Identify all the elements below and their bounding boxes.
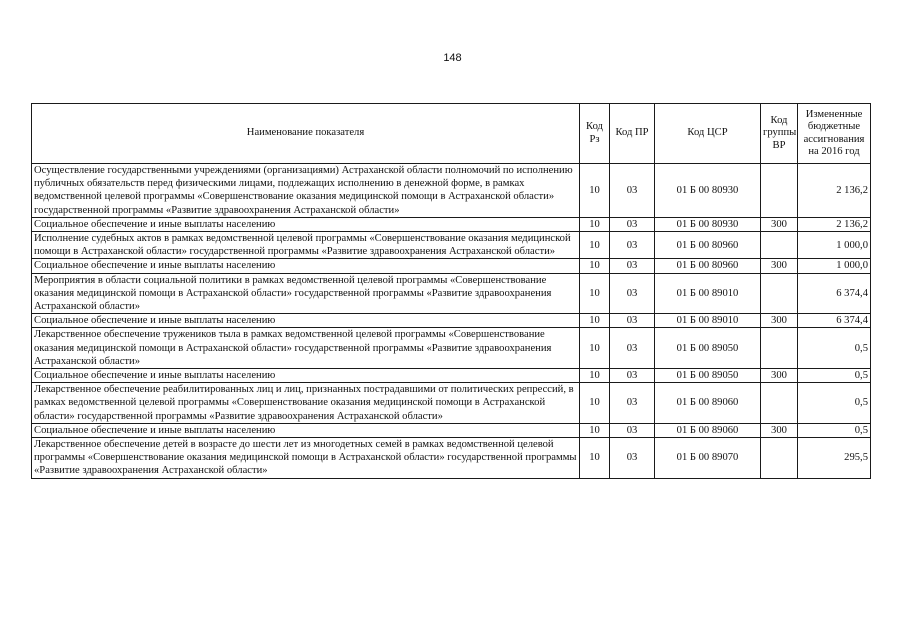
header-pr: Код ПР [610,104,655,164]
cell-pr: 03 [610,314,655,328]
cell-pr: 03 [610,259,655,273]
cell-csr: 01 Б 00 89070 [655,438,761,479]
cell-name: Мероприятия в области социальной политики в рамках ведомственной целевой программы «Совершенствование оказания медицинской помощи в Астраханской области» государственной программы «Развитие здравоохранения Астраханской области» [32,273,580,314]
cell-name: Осуществление государственными учреждениями (организациями) Астраханской области полномочий по исполнению публичных обязательств перед физическими лицами, подлежащих исполнению в денежной форме, в рамках ведомственной целевой программы «Совершенствование оказания медицинской помощи в Астраханской области» государственной программы «Развитие здравоохранения Астраханской области» [32,164,580,218]
cell-sum: 0,5 [798,423,871,437]
cell-name: Социальное обеспечение и иные выплаты населению [32,423,580,437]
cell-rz: 10 [580,383,610,424]
table-body [32,164,871,479]
cell-rz: 10 [580,438,610,479]
budget-table [31,103,871,479]
cell-sum: 1 000,0 [798,259,871,273]
table-row [32,164,871,218]
cell-vr [761,273,798,314]
cell-sum: 295,5 [798,438,871,479]
cell-pr: 03 [610,217,655,231]
cell-pr: 03 [610,383,655,424]
table-header-row [32,104,871,164]
cell-rz: 10 [580,232,610,259]
cell-csr: 01 Б 00 80960 [655,259,761,273]
cell-sum: 2 136,2 [798,217,871,231]
table-row [32,383,871,424]
table-row [32,369,871,383]
cell-vr [761,383,798,424]
cell-csr: 01 Б 00 89060 [655,383,761,424]
header-csr: Код ЦСР [655,104,761,164]
cell-vr: 300 [761,217,798,231]
cell-pr: 03 [610,273,655,314]
cell-csr: 01 Б 00 80930 [655,164,761,218]
cell-vr: 300 [761,369,798,383]
cell-pr: 03 [610,423,655,437]
table-row [32,423,871,437]
table-row [32,314,871,328]
cell-rz: 10 [580,314,610,328]
cell-vr: 300 [761,423,798,437]
cell-name: Социальное обеспечение и иные выплаты населению [32,217,580,231]
table-row [32,273,871,314]
cell-sum: 6 374,4 [798,273,871,314]
header-rz: Код Рз [580,104,610,164]
cell-sum: 6 374,4 [798,314,871,328]
table-row [32,259,871,273]
cell-csr: 01 Б 00 89010 [655,273,761,314]
header-sum: Измененные бюджетные ассигнования на 2016 год [798,104,871,164]
cell-pr: 03 [610,232,655,259]
page-number: 148 [443,52,462,64]
table-row [32,232,871,259]
cell-rz: 10 [580,369,610,383]
cell-csr: 01 Б 00 89010 [655,314,761,328]
cell-pr: 03 [610,164,655,218]
cell-name: Социальное обеспечение и иные выплаты населению [32,369,580,383]
cell-rz: 10 [580,328,610,369]
cell-sum: 1 000,0 [798,232,871,259]
cell-csr: 01 Б 00 80960 [655,232,761,259]
cell-vr: 300 [761,314,798,328]
cell-csr: 01 Б 00 89050 [655,328,761,369]
cell-sum: 0,5 [798,383,871,424]
cell-csr: 01 Б 00 89050 [655,369,761,383]
cell-name: Социальное обеспечение и иные выплаты населению [32,259,580,273]
cell-rz: 10 [580,273,610,314]
cell-rz: 10 [580,259,610,273]
header-vr: Код группы ВР [761,104,798,164]
cell-vr [761,164,798,218]
cell-pr: 03 [610,369,655,383]
cell-sum: 2 136,2 [798,164,871,218]
cell-rz: 10 [580,217,610,231]
cell-name: Лекарственное обеспечение детей в возрасте до шести лет из многодетных семей в рамках ведомственной целевой программы «Совершенствование оказания медицинской помощи в Астраханской области» государственной программы «Развитие здравоохранения Астраханской области» [32,438,580,479]
cell-pr: 03 [610,328,655,369]
cell-name: Социальное обеспечение и иные выплаты населению [32,314,580,328]
cell-sum: 0,5 [798,328,871,369]
cell-name: Лекарственное обеспечение реабилитированных лиц и лиц, признанных пострадавшими от политических репрессий, в рамках ведомственной целевой программы «Совершенствование оказания медицинской помощи в Астраханской области» государственной программы «Развитие здравоохранения Астраханской области» [32,383,580,424]
cell-vr [761,232,798,259]
cell-csr: 01 Б 00 80930 [655,217,761,231]
cell-csr: 01 Б 00 89060 [655,423,761,437]
cell-vr: 300 [761,259,798,273]
cell-name: Исполнение судебных актов в рамках ведомственной целевой программы «Совершенствование оказания медицинской помощи в Астраханской области» государственной программы «Развитие здравоохранения Астраханской области» [32,232,580,259]
cell-name: Лекарственное обеспечение тружеников тыла в рамках ведомственной целевой программы «Совершенствование оказания медицинской помощи в Астраханской области» государственной программы «Развитие здравоохранения Астраханской области» [32,328,580,369]
cell-vr [761,438,798,479]
cell-sum: 0,5 [798,369,871,383]
table-row [32,328,871,369]
cell-rz: 10 [580,164,610,218]
cell-vr [761,328,798,369]
table-row [32,438,871,479]
table-row [32,217,871,231]
header-name: Наименование показателя [32,104,580,164]
cell-rz: 10 [580,423,610,437]
cell-pr: 03 [610,438,655,479]
